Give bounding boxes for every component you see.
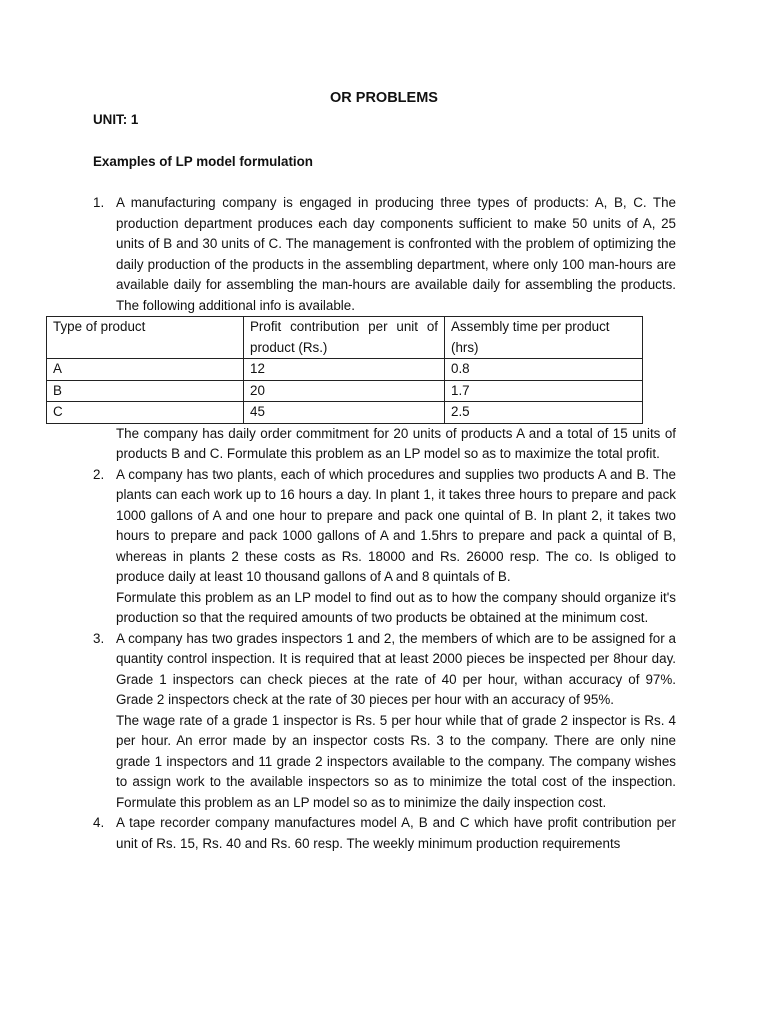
table-row bbox=[47, 359, 643, 381]
problem-text: A company has two plants, each of which procedures and supplies two products A and B. The plants can each work up to 16 hours a day. In plant 1, it takes three hours to prepare and pack 1000 gallons of A and one hour to prepare and pack one quintal of B. In plant 2, it takes two hours to prepare and pack 1000 gallons of A and 1.5hrs to prepare and pack a quintal of B, whereas in plants 2 these costs as Rs. 18000 and Rs. 26000 resp. The co. Is obliged to produce daily at least 10 thousand gallons of A and 8 quintals of B. bbox=[116, 466, 676, 584]
problem-item-1 bbox=[53, 193, 676, 465]
table-cell: 12 bbox=[244, 359, 445, 381]
table-header-cell: Profit contribution per unit of product (Rs.) bbox=[244, 317, 445, 359]
table-cell: A bbox=[47, 359, 244, 381]
problem-text: A tape recorder company manufactures model A, B and C which have profit contribution per unit of Rs. 15, Rs. 40 and Rs. 60 resp. The weekly minimum production requirements bbox=[116, 815, 676, 851]
problem-followup-text: Formulate this problem as an LP model to find out as to how the company should organize it's production so that the required amounts of two products be obtained at the minimum cost. bbox=[116, 589, 676, 625]
table-cell: B bbox=[47, 380, 244, 402]
problem-followup-text: The company has daily order commitment for 20 units of products A and a total of 15 units of products B and C. Formulate this problem as an LP model so as to maximize the total profit. bbox=[116, 425, 676, 461]
table-header-cell: Type of product bbox=[47, 317, 244, 359]
table-cell: 0.8 bbox=[445, 359, 643, 381]
table-cell: 20 bbox=[244, 380, 445, 402]
problem-followup-text: The wage rate of a grade 1 inspector is Rs. 5 per hour while that of grade 2 inspector is Rs. 4 per hour. An error made by an inspector costs Rs. 3 to the company. There are only nine grade 1 inspectors and 11 grade 2 inspectors available to the company. The company wishes to assign work to the available inspectors so as to minimize the total cost of the inspection. Formulate this problem as an LP model so as to minimize the daily inspection cost. bbox=[116, 712, 676, 810]
problem-list bbox=[53, 193, 676, 854]
problem-number: 1. bbox=[93, 195, 105, 210]
problem-number: 2. bbox=[93, 466, 105, 482]
section-subtitle: Examples of LP model formulation bbox=[93, 154, 313, 169]
page-title: OR PROBLEMS bbox=[330, 90, 438, 106]
table-header-row bbox=[47, 317, 643, 359]
problem-text: A manufacturing company is engaged in producing three types of products: A, B, C. The production department produces each day components sufficient to make 50 units of A, 25 units of B and 30 units of C. The management is confronted with the problem of optimizing the daily production of the products in the assembling department, where only 100 man-hours are available daily for assembling the man-hours are available daily for assembling the products. The following additional info is available. bbox=[116, 195, 676, 313]
table-cell: 1.7 bbox=[445, 380, 643, 402]
problem-text: A company has two grades inspectors 1 and 2, the members of which are to be assigned for a quantity control inspection. It is required that at least 2000 pieces be inspected per 8hour day. Grade 1 inspectors can check pieces at the rate of 40 per hour, withan accuracy of 97%. Grade 2 inspectors check at the rate of 30 pieces per hour with an accuracy of 95%. bbox=[116, 630, 676, 707]
table-cell: 45 bbox=[244, 402, 445, 424]
unit-label: UNIT: 1 bbox=[93, 112, 139, 127]
problem-item-3 bbox=[93, 629, 676, 814]
table-cell: 2.5 bbox=[445, 402, 643, 424]
table-row bbox=[47, 402, 643, 424]
problem-item-4 bbox=[93, 813, 676, 854]
table-header-cell: Assembly time per product (hrs) bbox=[445, 317, 643, 359]
product-table bbox=[46, 316, 643, 424]
problem-number: 4. bbox=[93, 815, 105, 830]
table-cell: C bbox=[47, 402, 244, 424]
problem-number: 3. bbox=[93, 630, 105, 646]
problem-item-2 bbox=[93, 465, 676, 629]
table-row bbox=[47, 380, 643, 402]
